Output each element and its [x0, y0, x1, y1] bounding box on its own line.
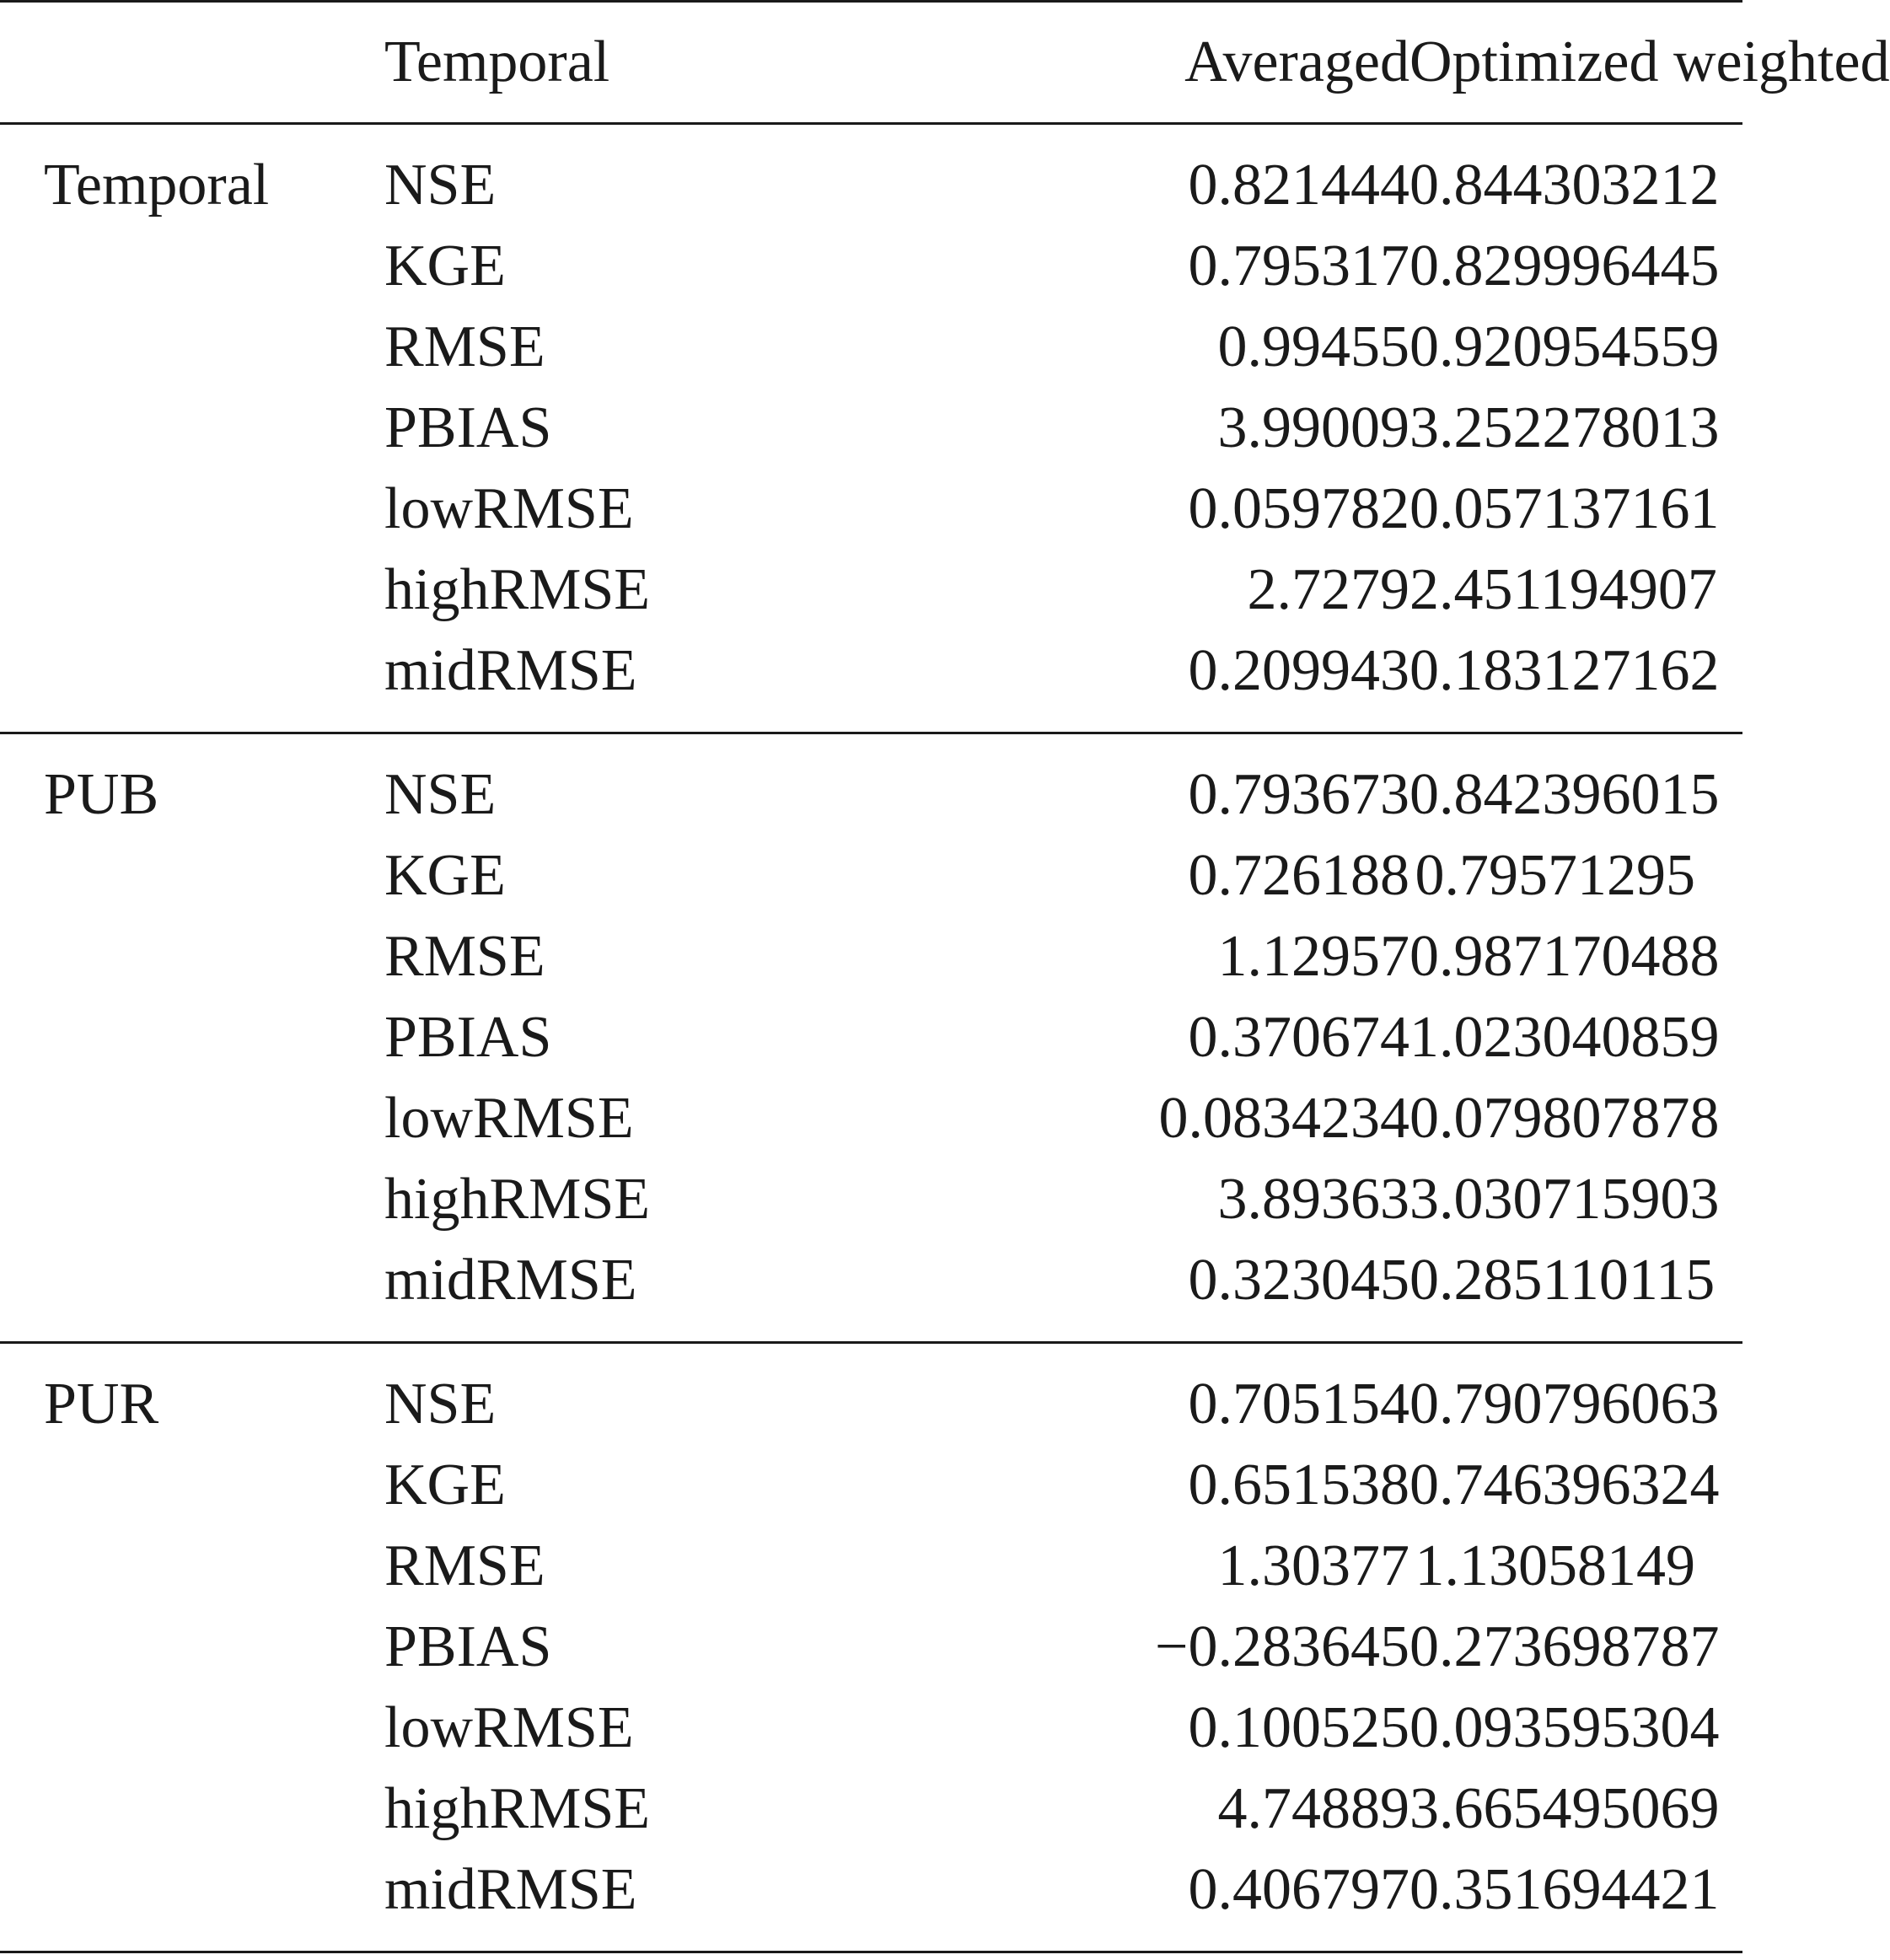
metric-cell: KGE: [384, 1453, 506, 1517]
table-row: [0, 631, 1742, 733]
optimized-value-cell: 0.842396015: [1409, 762, 1720, 827]
optimized-value-cell: 0.987170488: [1409, 924, 1720, 989]
metric-cell: KGE: [384, 234, 506, 298]
group-label-cell: PUB: [44, 762, 159, 827]
table-row: [0, 997, 1742, 1078]
averaged-value-cell: 0.100525: [1188, 1695, 1409, 1760]
group-label-cell: [0, 997, 384, 1078]
table-section: [0, 1343, 1742, 1952]
group-label-cell: [0, 226, 384, 307]
header-optimized-weighted: Optimized weighted: [1409, 2, 1742, 124]
group-label-cell: [0, 1769, 384, 1850]
metric-cell: highRMSE: [384, 1167, 651, 1232]
group-label-cell: PUR: [44, 1372, 159, 1436]
optimized-value-cell: 0.79571295: [1415, 843, 1695, 908]
group-label-cell: [0, 1078, 384, 1159]
optimized-value-cell: 0.351694421: [1409, 1850, 1742, 1952]
header-averaged: Averaged: [722, 2, 1409, 124]
averaged-value-cell: 0.651538: [1188, 1453, 1409, 1517]
optimized-value-cell: 0.079807878: [1409, 1086, 1720, 1151]
table-section: [0, 124, 1742, 733]
metric-cell: midRMSE: [384, 631, 722, 733]
group-label-cell: [0, 307, 384, 388]
metric-cell: NSE: [384, 153, 497, 217]
table-row: [0, 550, 1742, 631]
table-row: [0, 226, 1742, 307]
optimized-value-cell: 0.790796063: [1409, 1372, 1720, 1436]
metric-cell: midRMSE: [384, 1240, 722, 1343]
header-temporal: Temporal: [384, 2, 722, 124]
table-section: [0, 733, 1742, 1343]
group-label-cell: [0, 1159, 384, 1240]
optimized-value-cell: 0.093595304: [1409, 1695, 1720, 1760]
table-row: [0, 835, 1742, 916]
optimized-value-cell: 0.285110115: [1409, 1240, 1742, 1343]
optimized-value-cell: 3.030715903: [1409, 1167, 1720, 1232]
optimized-value-cell: 3.252278013: [1409, 395, 1720, 460]
averaged-value-cell: 0.726188: [1188, 843, 1409, 908]
optimized-value-cell: 0.273698787: [1409, 1614, 1720, 1679]
group-label-cell: [0, 1445, 384, 1526]
optimized-value-cell: 2.451194907: [1409, 557, 1717, 622]
table-row: [0, 124, 1742, 227]
averaged-value-cell: 0.795317: [1188, 234, 1409, 298]
averaged-value-cell: 4.74889: [1217, 1776, 1409, 1841]
averaged-value-cell: 3.99009: [1217, 395, 1409, 460]
table-row: [0, 1850, 1742, 1952]
averaged-value-cell: 0.0834234: [1158, 1086, 1409, 1151]
table-row: [0, 733, 1742, 836]
optimized-value-cell: 1.023040859: [1409, 1005, 1720, 1070]
averaged-value-cell: 0.370674: [1188, 1005, 1409, 1070]
table-row: [0, 1526, 1742, 1607]
metric-cell: lowRMSE: [384, 1086, 634, 1151]
group-label-cell: [0, 1850, 384, 1952]
averaged-value-cell: 0.323045: [722, 1240, 1409, 1343]
metric-cell: highRMSE: [384, 1776, 651, 1841]
metric-cell: KGE: [384, 843, 506, 908]
metric-cell: PBIAS: [384, 1005, 552, 1070]
table-row: [0, 469, 1742, 550]
table-row: [0, 1688, 1742, 1769]
metric-cell: RMSE: [384, 924, 545, 989]
metric-cell: NSE: [384, 1372, 497, 1436]
optimized-value-cell: 0.844303212: [1409, 153, 1720, 217]
optimized-value-cell: 0.746396324: [1409, 1453, 1720, 1517]
table-row: [0, 1240, 1742, 1343]
table-row: [0, 1078, 1742, 1159]
optimized-value-cell: 0.829996445: [1409, 234, 1720, 298]
averaged-value-cell: 0.793673: [1188, 762, 1409, 827]
table-row: [0, 307, 1742, 388]
group-label-cell: [0, 916, 384, 997]
averaged-value-cell: 3.89363: [1217, 1167, 1409, 1232]
group-label-cell: Temporal: [44, 153, 270, 217]
table-row: [0, 388, 1742, 469]
averaged-value-cell: 0.209943: [722, 631, 1409, 733]
optimized-value-cell: 0.183127162: [1409, 631, 1742, 733]
optimized-value-cell: 0.057137161: [1409, 476, 1720, 541]
group-label-cell: [0, 550, 384, 631]
group-label-cell: [0, 1607, 384, 1688]
header-group: [0, 2, 384, 124]
table-row: [0, 1343, 1742, 1446]
averaged-value-cell: 0.406797: [722, 1850, 1409, 1952]
group-label-cell: [0, 1526, 384, 1607]
averaged-value-cell: −0.283645: [1155, 1614, 1409, 1679]
averaged-value-cell: 0.705154: [1188, 1372, 1409, 1436]
table-row: [0, 1607, 1742, 1688]
table-row: [0, 916, 1742, 997]
group-label-cell: [0, 631, 384, 733]
averaged-value-cell: 0.821444: [1188, 153, 1409, 217]
table-row: [0, 1769, 1742, 1850]
group-label-cell: [0, 835, 384, 916]
group-label-cell: [0, 388, 384, 469]
metric-cell: RMSE: [384, 314, 545, 379]
group-label-cell: [0, 1688, 384, 1769]
metric-cell: PBIAS: [384, 1614, 552, 1679]
table-row: [0, 1445, 1742, 1526]
optimized-value-cell: 1.13058149: [1415, 1533, 1695, 1598]
group-label-cell: [0, 1240, 384, 1343]
optimized-value-cell: 3.665495069: [1409, 1776, 1720, 1841]
averaged-value-cell: 2.7279: [1247, 557, 1409, 622]
table-row: [0, 1159, 1742, 1240]
metric-cell: highRMSE: [384, 557, 651, 622]
averaged-value-cell: 1.30377: [1217, 1533, 1409, 1598]
metric-cell: PBIAS: [384, 395, 552, 460]
metric-cell: RMSE: [384, 1533, 545, 1598]
group-label-cell: [0, 469, 384, 550]
averaged-value-cell: 1.12957: [1217, 924, 1409, 989]
averaged-value-cell: 0.99455: [1217, 314, 1409, 379]
metric-cell: lowRMSE: [384, 476, 634, 541]
averaged-value-cell: 0.059782: [1188, 476, 1409, 541]
optimized-value-cell: 0.920954559: [1409, 314, 1720, 379]
metric-cell: midRMSE: [384, 1850, 722, 1952]
table-header-row: [0, 2, 1742, 124]
metric-cell: lowRMSE: [384, 1695, 634, 1760]
metric-cell: NSE: [384, 762, 497, 827]
